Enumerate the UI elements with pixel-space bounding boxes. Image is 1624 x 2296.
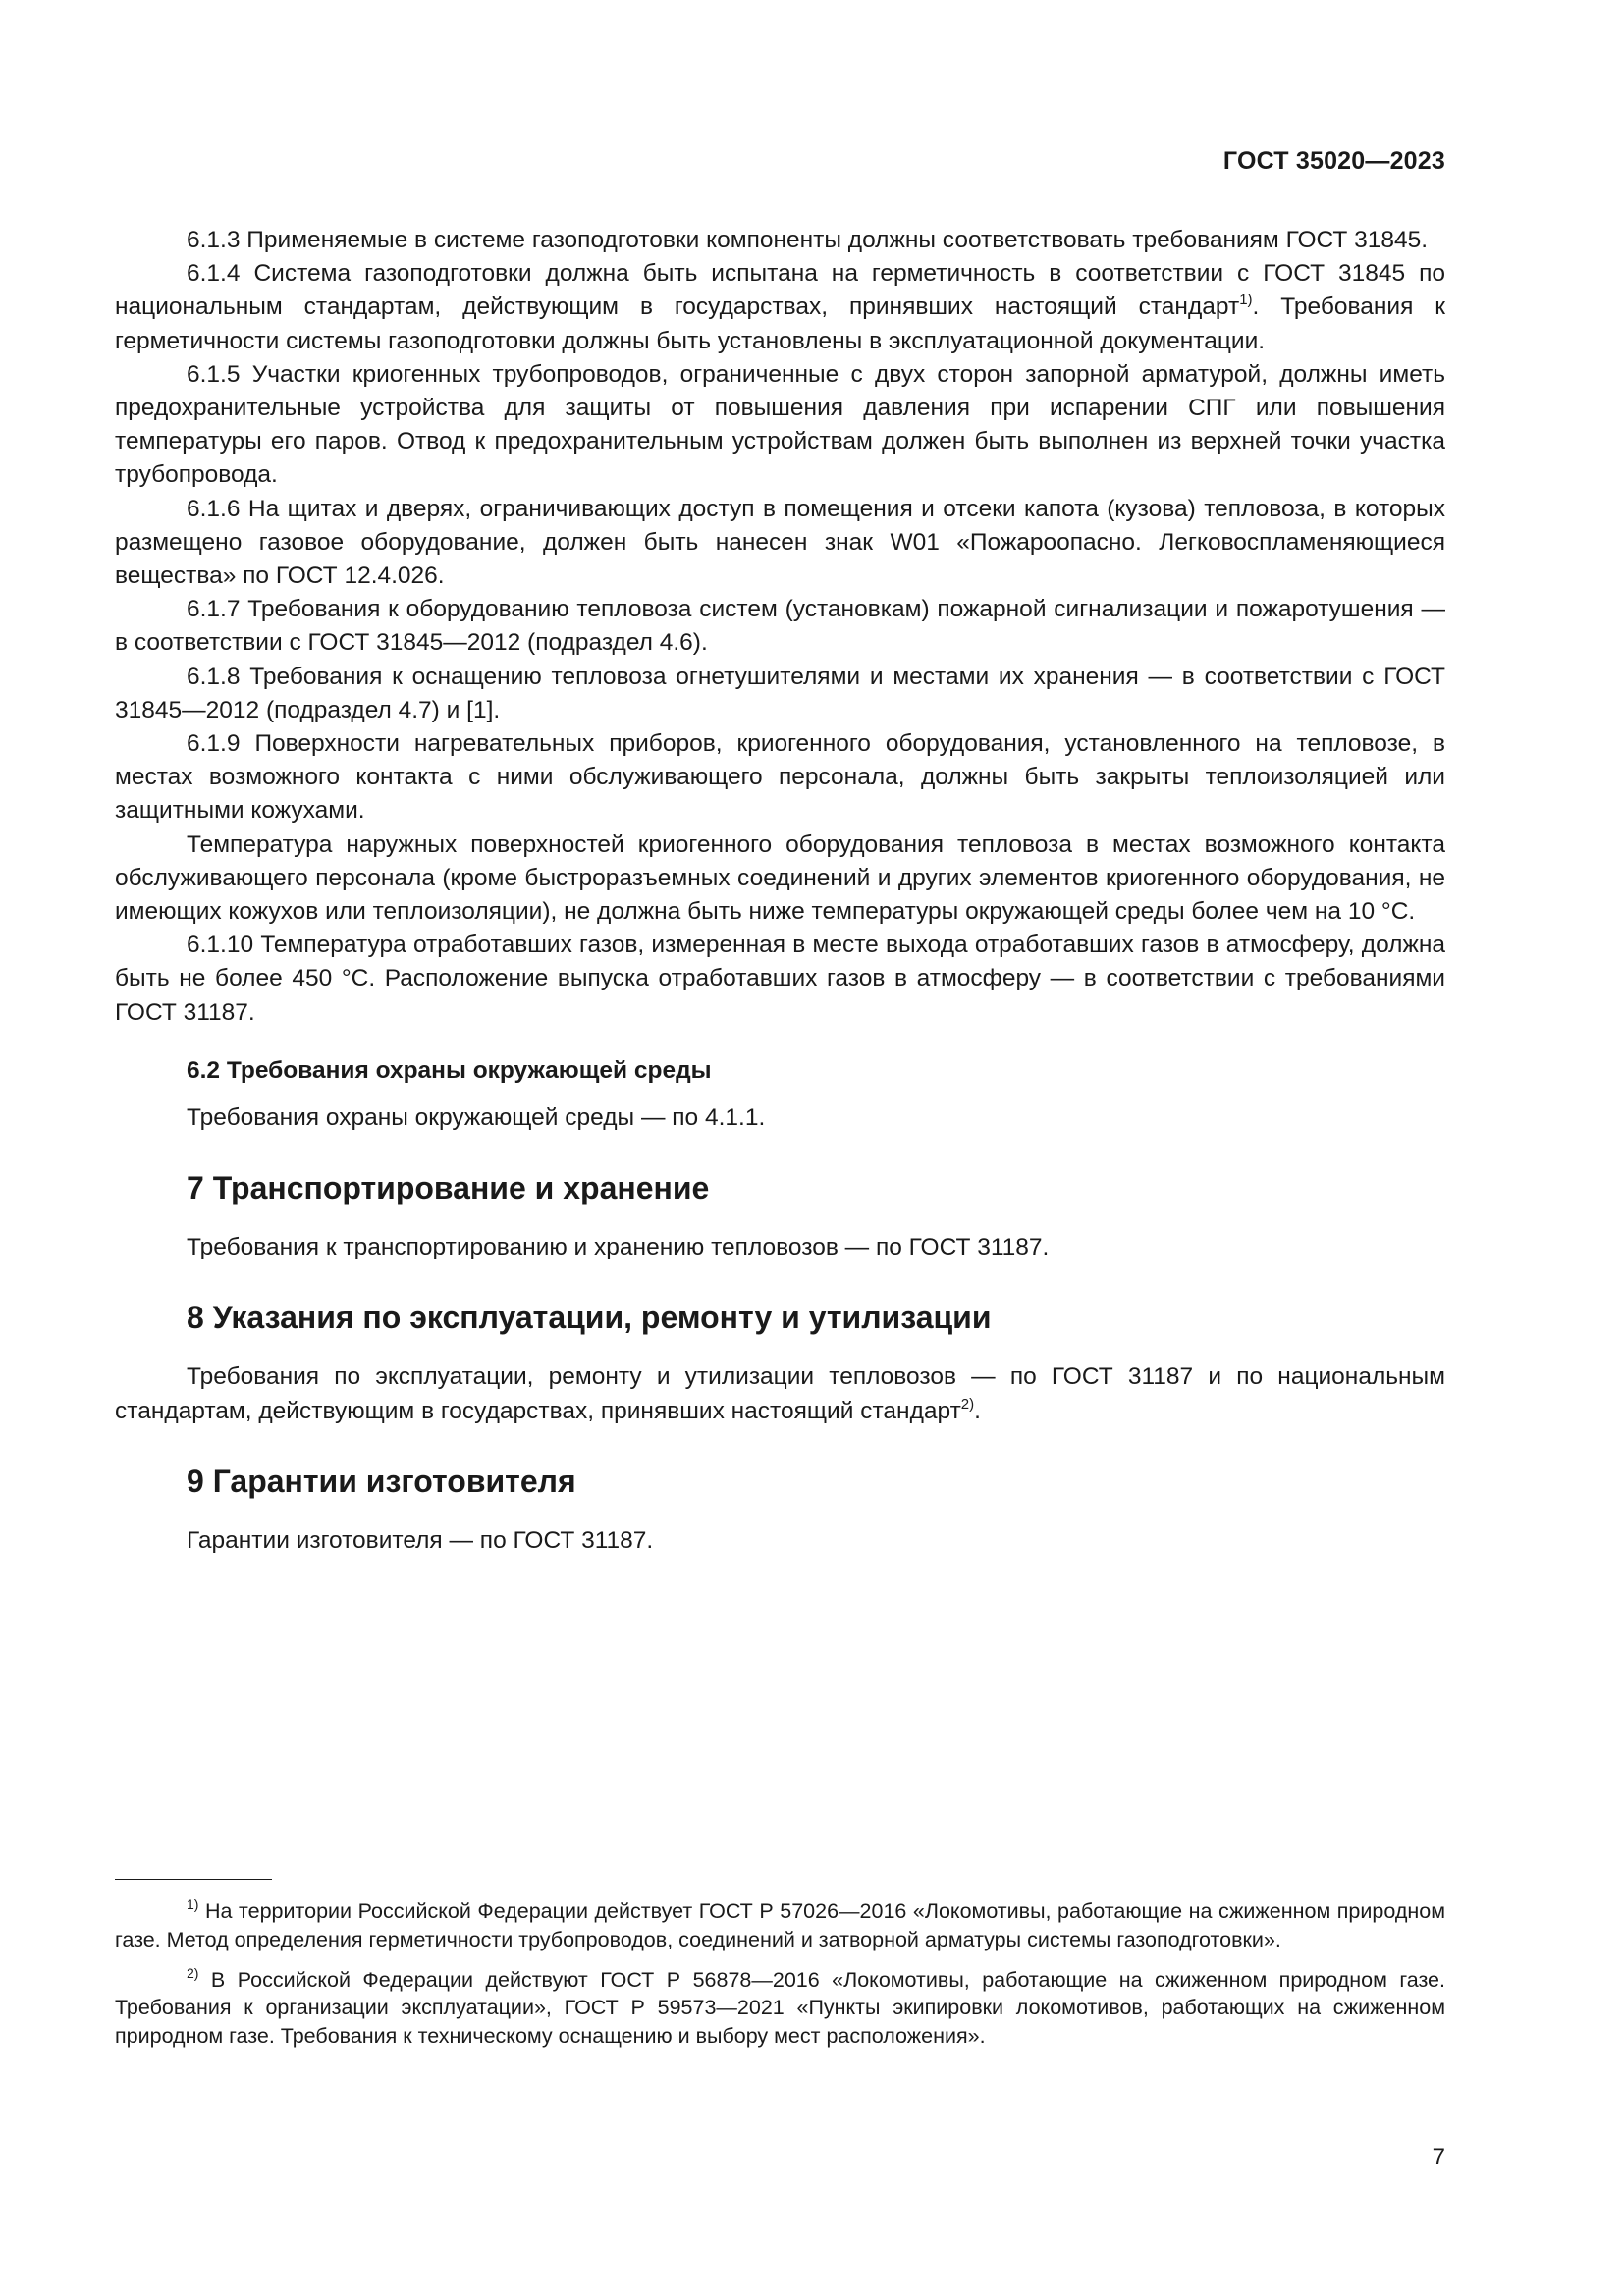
page-number: 7 — [1432, 2144, 1445, 2170]
paragraph-section-8-end: . — [974, 1397, 981, 1424]
paragraph-6-1-10: 6.1.10 Температура отработавших газов, измеренная в месте выхода отработавших газов в атмосферу, должна быть не более 450 °С. Расположение выпуска отработавших газов в атмосферу — в соответствии с требованиями ГОСТ 31187. — [115, 932, 1445, 1026]
paragraph-6-1-5: 6.1.5 Участки криогенных трубопроводов, ограниченные с двух сторон запорной арматурой, должны иметь предохранительные устройства для защиты от повышения давления при испарении СПГ или повышения температуры его паров. Отвод к предохранительным устройствам должен быть выполнен из верхней точки участка трубопровода. — [115, 360, 1445, 489]
paragraph-6-1-7: 6.1.7 Требования к оборудованию тепловоза систем (установкам) пожарной сигнализации и пожаротушения — в соответствии с ГОСТ 31845—2012 (подраздел 4.6). — [115, 596, 1445, 657]
footnote-mark-2: 2) — [187, 1964, 199, 1981]
footnote-2 — [115, 1966, 1445, 2051]
paragraph-section-8 — [115, 1361, 1445, 1427]
paragraph-6-2: Требования охраны окружающей среды — по 4.1.1. — [187, 1104, 766, 1132]
footnote-1 — [115, 1897, 1445, 1954]
paragraph-6-1-4-text: 6.1.4 Система газоподготовки должна быть испытана на герметичность в соответствии с ГОСТ 31845 по национальным стандартам, действующим в государствах, принявших настоящий стандарт — [115, 260, 1445, 321]
document-id-header: ГОСТ 35020—2023 — [1222, 147, 1445, 175]
footnote-separator — [115, 1879, 272, 1880]
footnote-mark-1: 1) — [187, 1896, 199, 1912]
heading-6-2: 6.2 Требования охраны окружающей среды — [187, 1056, 712, 1084]
paragraph-6-1-3: 6.1.3 Применяемые в системе газоподготовки компоненты должны соответствовать требованиям ГОСТ 31845. — [187, 227, 1429, 253]
paragraph-section-8-text: Требования по эксплуатации, ремонту и утилизации тепловозов — по ГОСТ 31187 и по национальным стандартам, действующим в государствах, принявших настоящий стандарт — [115, 1363, 1445, 1424]
paragraph-6-1-9-temperature: Температура наружных поверхностей криогенного оборудования тепловоза в местах возможного контакта обслуживающего персонала (кроме быстроразъемных соединений и других элементов криогенного оборудования, не имеющих кожухов или теплоизоляции), не должна быть ниже температуры окружающей среды более чем на 10 °С. — [115, 830, 1445, 926]
footnote-ref-1[interactable]: 1) — [1239, 292, 1253, 309]
paragraph-6-1-9: 6.1.9 Поверхности нагревательных приборов, криогенного оборудования, установленного на тепловозе, в местах возможного контакта с ними обслуживающего персонала, должны быть закрыты теплоизоляцией или защитными кожухами. — [115, 730, 1445, 825]
paragraph-section-7: Требования к транспортированию и хранению тепловозов — по ГОСТ 31187. — [187, 1234, 1050, 1261]
footnote-ref-2[interactable]: 2) — [960, 1395, 975, 1413]
main-content — [115, 224, 1445, 1558]
paragraph-6-1-6: 6.1.6 На щитах и дверях, ограничивающих доступ в помещения и отсеки капота (кузова) тепловоза, в которых размещено газовое оборудование, должен быть нанесен знак W01 «Пожароопасно. Легковоспламеняющиеся вещества» по ГОСТ 12.4.026. — [115, 495, 1445, 590]
heading-section-8: 8 Указания по эксплуатации, ремонту и утилизации — [187, 1300, 992, 1336]
paragraph-section-9: Гарантии изготовителя — по ГОСТ 31187. — [187, 1526, 654, 1554]
paragraph-6-1-4-text-cont: . Требования к герметичности системы газоподготовки должны быть установлены в эксплуатационной документации. — [115, 294, 1445, 354]
paragraph-6-1-8: 6.1.8 Требования к оснащению тепловоза огнетушителями и местами их хранения — в соответствии с ГОСТ 31845—2012 (подраздел 4.7) и [1]. — [115, 663, 1445, 723]
heading-section-9: 9 Гарантии изготовителя — [187, 1463, 576, 1499]
footnote-2-text: В Российской Федерации действуют ГОСТ Р 56878—2016 «Локомотивы, работающие на сжиженном природном газе. Требования к организации эксплуатации», ГОСТ Р 59573—2021 «Пункты экипировки локомотивов, работающих на сжиженном природном газе. Требования к техническому оснащению и выбору мест расположения». — [115, 1967, 1445, 2049]
heading-section-7: 7 Транспортирование и хранение — [187, 1170, 710, 1206]
paragraph-6-1-4 — [115, 257, 1445, 358]
footnotes — [115, 1879, 1445, 2062]
footnote-1-text: На территории Российской Федерации действует ГОСТ Р 57026—2016 «Локомотивы, работающие на сжиженном природном газе. Метод определения герметичности трубопроводов, соединений и затворной арматуры системы газоподготовки». — [115, 1899, 1445, 1951]
